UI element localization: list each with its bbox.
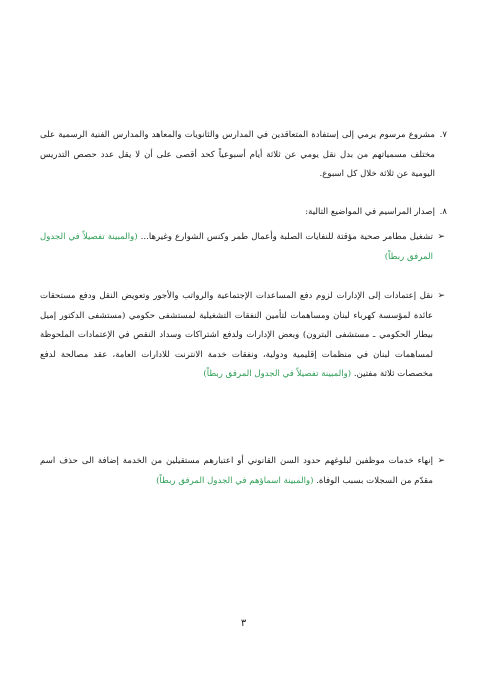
bullet-text: نقل إعتمادات إلى الإدارات لزوم دفع المساعدات الإجتماعية والرواتب والأجور وتعويض النقل ودفع مستحقات عائدة لمؤسسة كهرباء لبنان ومساهمات لتأمين النفقات التشغيلية لمستشفى حكومي (مستشفى الدكتور إميل بيطار الحكومي ـ مستشفى البترون) وبعض الإدارات ولدفع اشتراكات وسداد النقص في الإعتمادات الملحوظة لمساهمات لبنان في منظمات إقليمية ودولية، ونفقات خدمة الانترنت للادارات العامة، عقد مصالحة لدفع مخصصات ثلاثة مفتين. [40, 291, 433, 379]
arrow-bullet-icon: ➢ [437, 232, 445, 242]
bullet-item-credit-transfers [40, 287, 445, 385]
bullet-text: إنهاء خدمات موظفين لبلوغهم حدود السن القانوني أو اعتبارهم مستقيلين من الخدمة إضافة الى حذف اسم مقدّم من السجلات بسبب الوفاة. [40, 456, 433, 486]
page-number: ٣ [240, 618, 247, 629]
bullet-note: (والمبينة تفصيلاً في الجدول المرفق ربطاً) [203, 369, 352, 379]
item-7-text: مشروع مرسوم يرمي إلى إستفادة المتعاقدين في المدارس والثانويات والمعاهد والمدارس الفنية الرسمية على مختلف مسمياتهم من بدل نقل يومي عن ثلاثة أيام أسبوعياً كحد أقصى على أن لا يقل عدد حصص التدريس اليومية عن ثلاثة خلال كل اسبوع. [40, 130, 435, 179]
item-7-number: ٧. [439, 130, 447, 140]
bullet-item-end-of-service [40, 452, 445, 491]
item-7 [40, 126, 447, 185]
bullet-item-landfills [40, 228, 445, 267]
item-8-number: ٨. [439, 207, 447, 217]
item-8 [40, 203, 447, 223]
bullet-note: (والمبينة اسماؤهم في الجدول المرفق ربطاً) [156, 475, 314, 486]
item-8-text: إصدار المراسيم في المواضيع التالية: [305, 207, 435, 217]
arrow-bullet-icon: ➢ [437, 456, 445, 466]
bullet-text: تشغيل مطامر صحية مؤقتة للنفايات الصلبة وأعمال طمر وكنس الشوارع وغيرها... [137, 232, 433, 242]
bullet-note: (والمبينة تفصيلاً في الجدول المرفق ربطاً) [40, 232, 433, 262]
arrow-bullet-icon: ➢ [437, 291, 445, 301]
